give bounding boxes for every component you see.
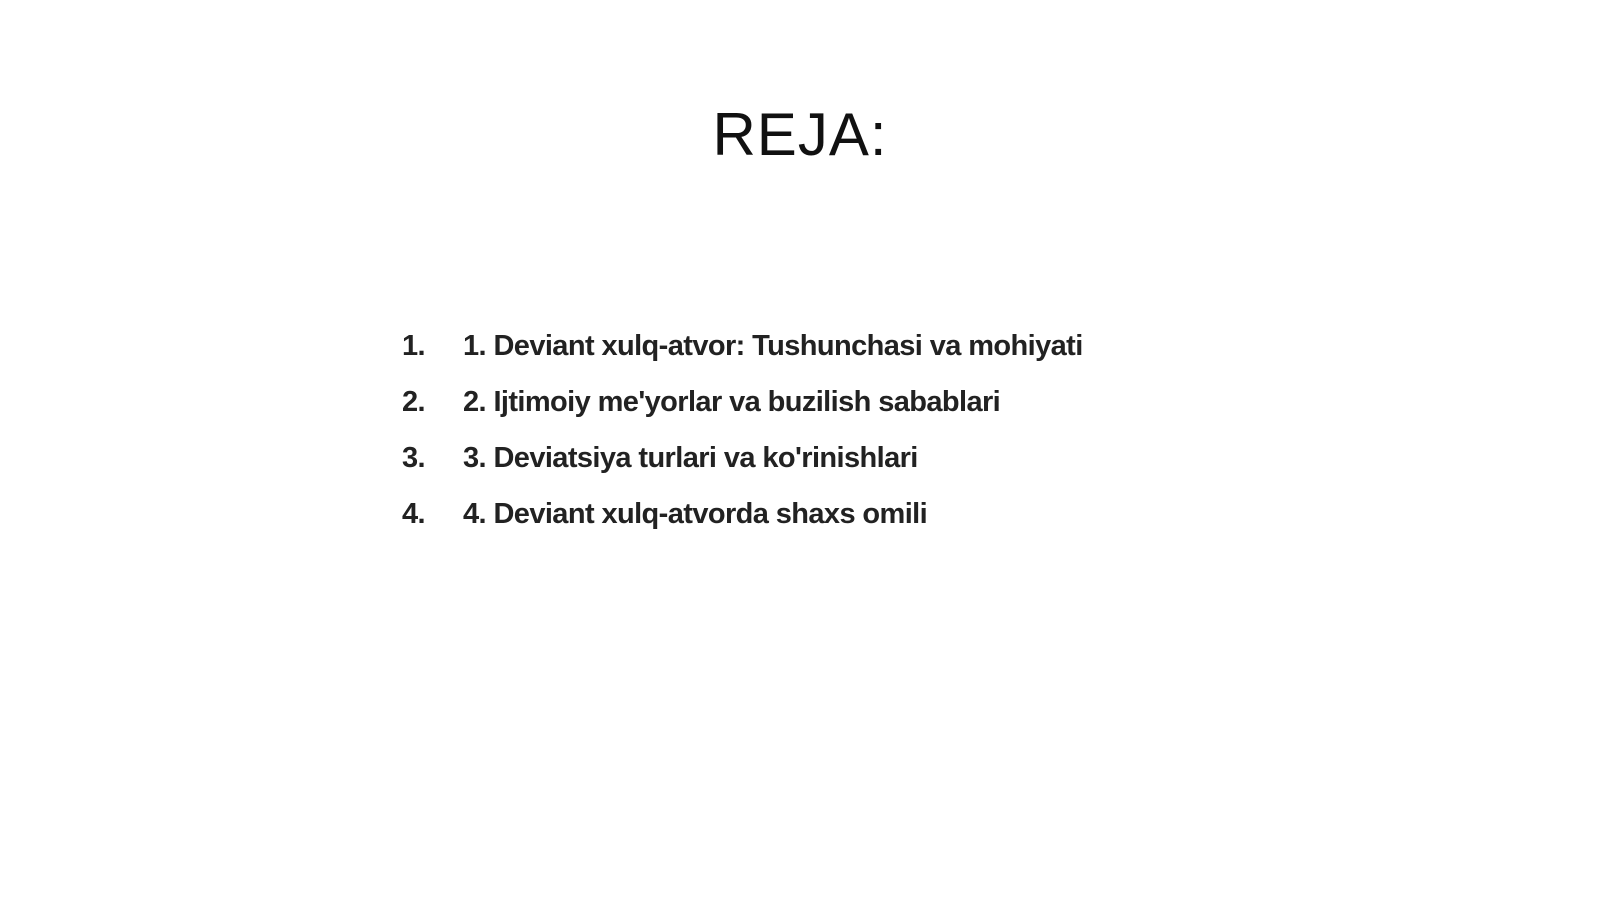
- list-item-number: 4.: [402, 498, 425, 530]
- list-item-text: 2. Ijtimoiy me'yorlar va buzilish sabablari: [463, 386, 1001, 418]
- list-item: [402, 430, 1302, 486]
- plan-list: [402, 318, 1302, 542]
- list-item-text: 3. Deviatsiya turlari va ko'rinishlari: [463, 442, 918, 474]
- slide-title: REJA:: [712, 101, 888, 168]
- list-item-text: 1. Deviant xulq-atvor: Tushunchasi va mohiyati: [463, 330, 1083, 362]
- list-item-number: 1.: [402, 330, 425, 362]
- list-item: [402, 318, 1302, 374]
- list-item-number: 2.: [402, 386, 425, 418]
- list-item: [402, 486, 1302, 542]
- list-item: [402, 374, 1302, 430]
- list-item-text: 4. Deviant xulq-atvorda shaxs omili: [463, 498, 928, 530]
- list-item-number: 3.: [402, 442, 425, 474]
